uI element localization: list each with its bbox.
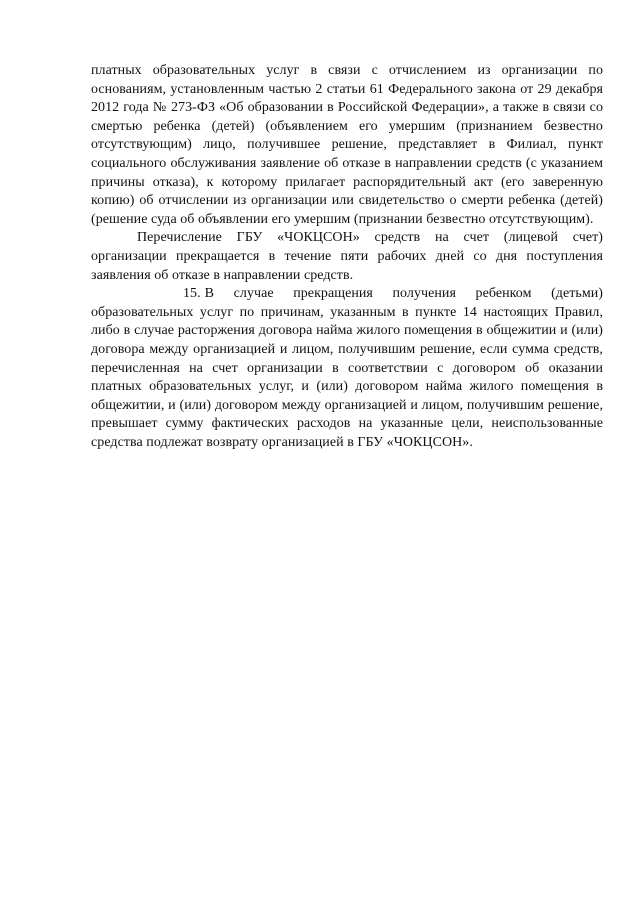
paragraph-clause-15: [91, 285, 603, 452]
paragraph-text: платных образовательных услуг в связи с отчислением из организации по основаниям, установленным частью 2 статьи 61 Федерального закона от 29 декабря 2012 года № 273-ФЗ «Об образовании в Российской Федерации», а также в связи со смертью ребенка (детей) (объявлением его умершим (признанием безвестно отсутствующим) лицо, получившее решение, представляет в Филиал, пункт социального обслуживания заявление об отказе в направлении средств (с указанием причины отказа), к которому прилагает распорядительный акт (его заверенную копию) об отчислении из организации или свидетельство о смерти ребенка (детей) (решение суда об объявлении его умершим (признании безвестно отсутствующим).: [91, 63, 603, 227]
document-body: [91, 62, 603, 452]
clause-number: 15.: [183, 286, 201, 302]
paragraph-text: В случае прекращения получения ребенком (детьми) образовательных услуг по причинам, указанным в пункте 14 настоящих Правил, либо в случае расторжения договора найма жилого помещения в общежитии и (или) договора между организацией и лицом, получившим решение, если сумма средств, перечисленная на счет организации в соответствии с договором об оказании платных образовательных услуг, и (или) договором найма жилого помещения в общежитии, и (или) договором между организацией и лицом, получившим решение, превышает сумму фактических расходов на указанные цели, неиспользованные средства подлежат возврату организацией в ГБУ «ЧОКЦСОН».: [91, 286, 603, 450]
paragraph-continuation: [91, 62, 603, 229]
paragraph-text: Перечисление ГБУ «ЧОКЦСОН» средств на счет (лицевой счет) организации прекращается в течение пяти рабочих дней со дня поступления заявления об отказе в направлении средств.: [91, 230, 603, 283]
paragraph-transfer-termination: [91, 229, 603, 285]
